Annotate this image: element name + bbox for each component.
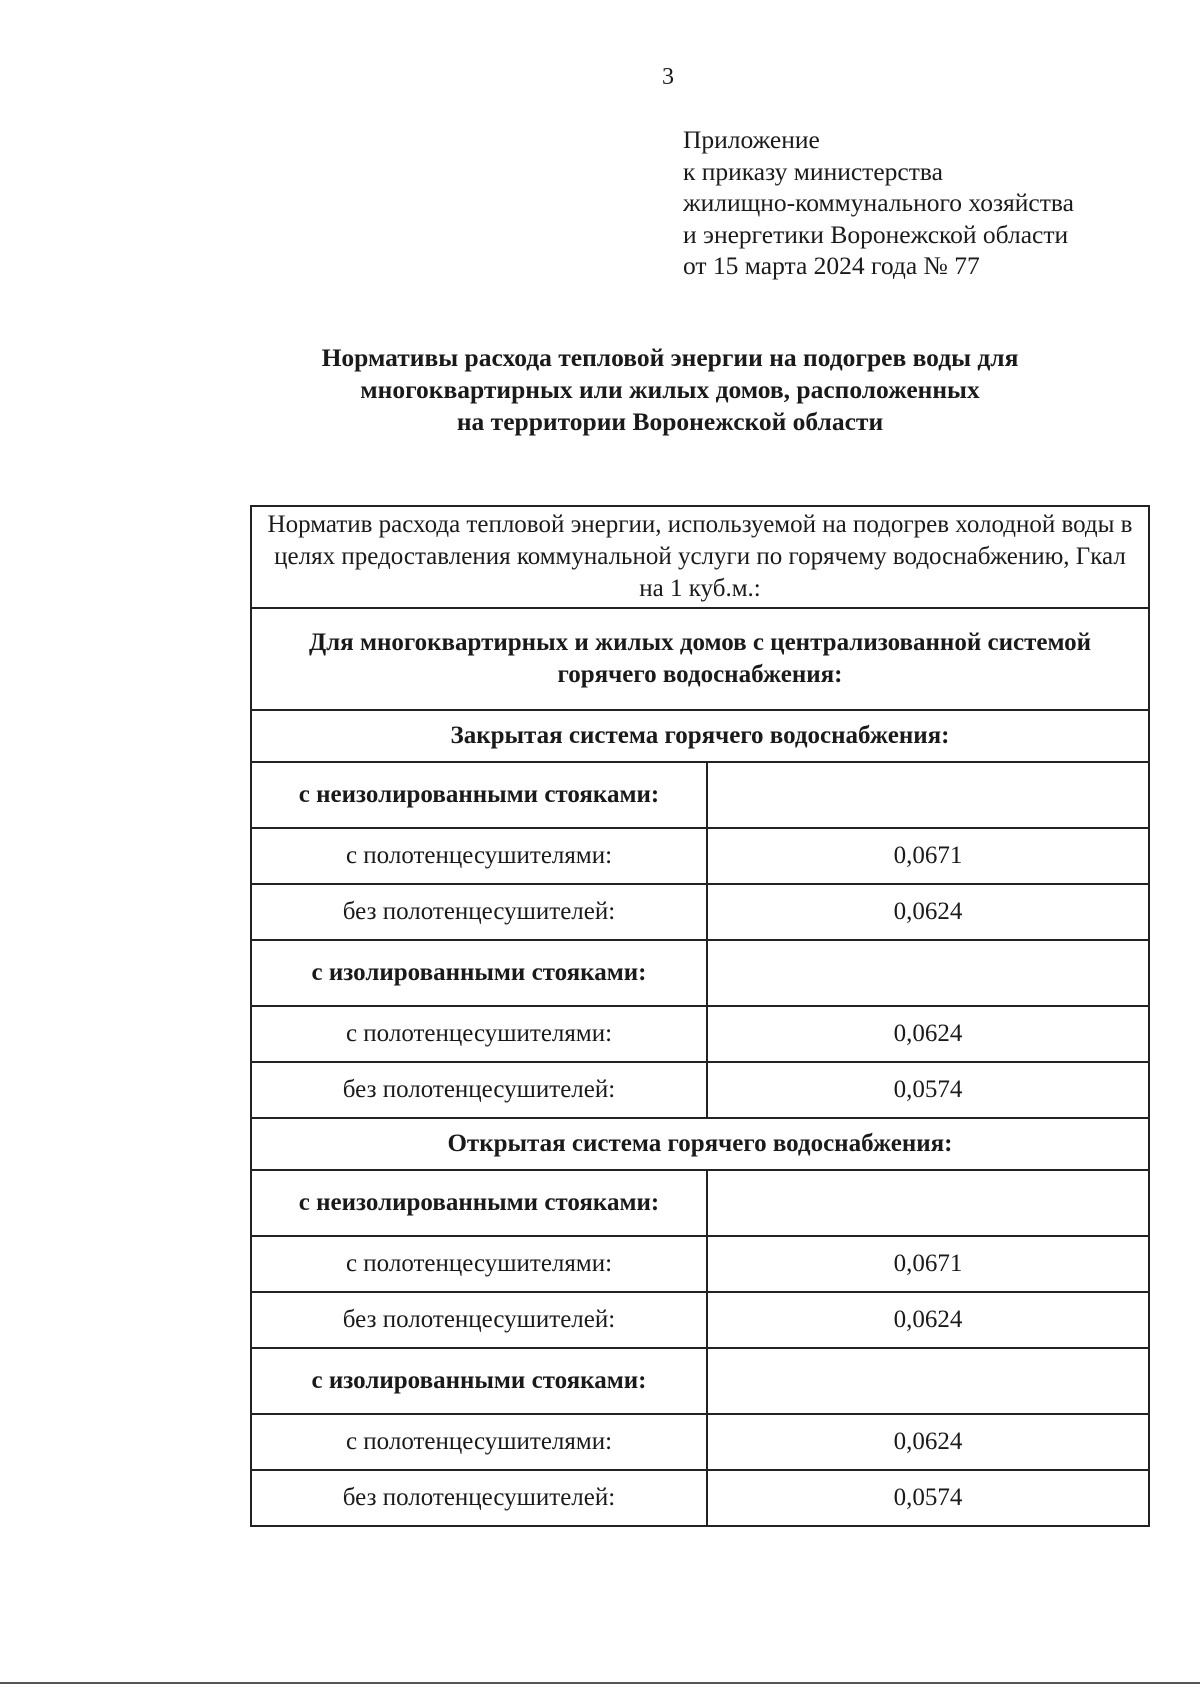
row-label: с полотенцесушителями:	[251, 828, 707, 884]
row-label: без полотенцесушителей:	[251, 884, 707, 940]
system-row	[251, 1118, 1149, 1170]
table-row	[251, 828, 1149, 884]
table-row	[251, 1292, 1149, 1348]
row-value: 0,0574	[707, 1062, 1149, 1118]
title-line: Нормативы расхода тепловой энергии на подогрев воды для	[321, 343, 1019, 372]
title-line: на территории Воронежской области	[456, 407, 884, 436]
page-number: 3	[662, 64, 674, 90]
row-label: без полотенцесушителей:	[251, 1470, 707, 1526]
page-bottom-edge	[0, 1682, 1200, 1684]
group-row	[251, 608, 1149, 710]
subsection-row	[251, 1170, 1149, 1236]
row-label: с полотенцесушителями:	[251, 1236, 707, 1292]
row-value: 0,0671	[707, 828, 1149, 884]
empty-cell	[707, 940, 1149, 1006]
subsection-label: с неизолированными стояками:	[251, 1170, 707, 1236]
norms-table	[250, 505, 1150, 1527]
table-row	[251, 884, 1149, 940]
empty-cell	[707, 762, 1149, 828]
row-label: с полотенцесушителями:	[251, 1414, 707, 1470]
row-label: без полотенцесушителей:	[251, 1062, 707, 1118]
appendix-line: жилищно-коммунального хозяйства	[683, 188, 1074, 217]
table-row	[251, 1470, 1149, 1526]
row-value: 0,0624	[707, 884, 1149, 940]
subsection-row	[251, 940, 1149, 1006]
system-row	[251, 710, 1149, 762]
row-value: 0,0574	[707, 1470, 1149, 1526]
group-title: Для многоквартирных и жилых домов с централизованной системой горячего водоснабжения:	[251, 608, 1149, 710]
document-title	[240, 342, 1100, 438]
appendix-block	[683, 124, 1074, 282]
table-row	[251, 1062, 1149, 1118]
table-row	[251, 1236, 1149, 1292]
system-title-open: Открытая система горячего водоснабжения:	[251, 1118, 1149, 1170]
appendix-line: к приказу министерства	[683, 156, 943, 186]
row-label: без полотенцесушителей:	[251, 1292, 707, 1348]
empty-cell	[707, 1348, 1149, 1414]
empty-cell	[707, 1170, 1149, 1236]
appendix-line: и энергетики Воронежской области	[683, 219, 1069, 249]
row-value: 0,0624	[707, 1006, 1149, 1062]
subsection-row	[251, 762, 1149, 828]
subsection-label: с неизолированными стояками:	[251, 762, 707, 828]
table-header: Норматив расхода тепловой энергии, используемой на подогрев холодной воды в целях предоставления коммунальной услуги по горячему водоснабжению, Гкал на 1 куб.м.:	[251, 506, 1149, 608]
table-row	[251, 1006, 1149, 1062]
row-value: 0,0671	[707, 1236, 1149, 1292]
subsection-row	[251, 1348, 1149, 1414]
system-title-closed: Закрытая система горячего водоснабжения:	[251, 710, 1149, 762]
row-label: с полотенцесушителями:	[251, 1006, 707, 1062]
subsection-label: с изолированными стояками:	[251, 940, 707, 1006]
subsection-label: с изолированными стояками:	[251, 1348, 707, 1414]
table-row	[251, 1414, 1149, 1470]
title-line: многоквартирных или жилых домов, расположенных	[360, 375, 980, 404]
appendix-line: от 15 марта 2024 года № 77	[683, 251, 980, 280]
row-value: 0,0624	[707, 1414, 1149, 1470]
appendix-line: Приложение	[683, 125, 820, 154]
row-value: 0,0624	[707, 1292, 1149, 1348]
table-header-row	[251, 506, 1149, 608]
